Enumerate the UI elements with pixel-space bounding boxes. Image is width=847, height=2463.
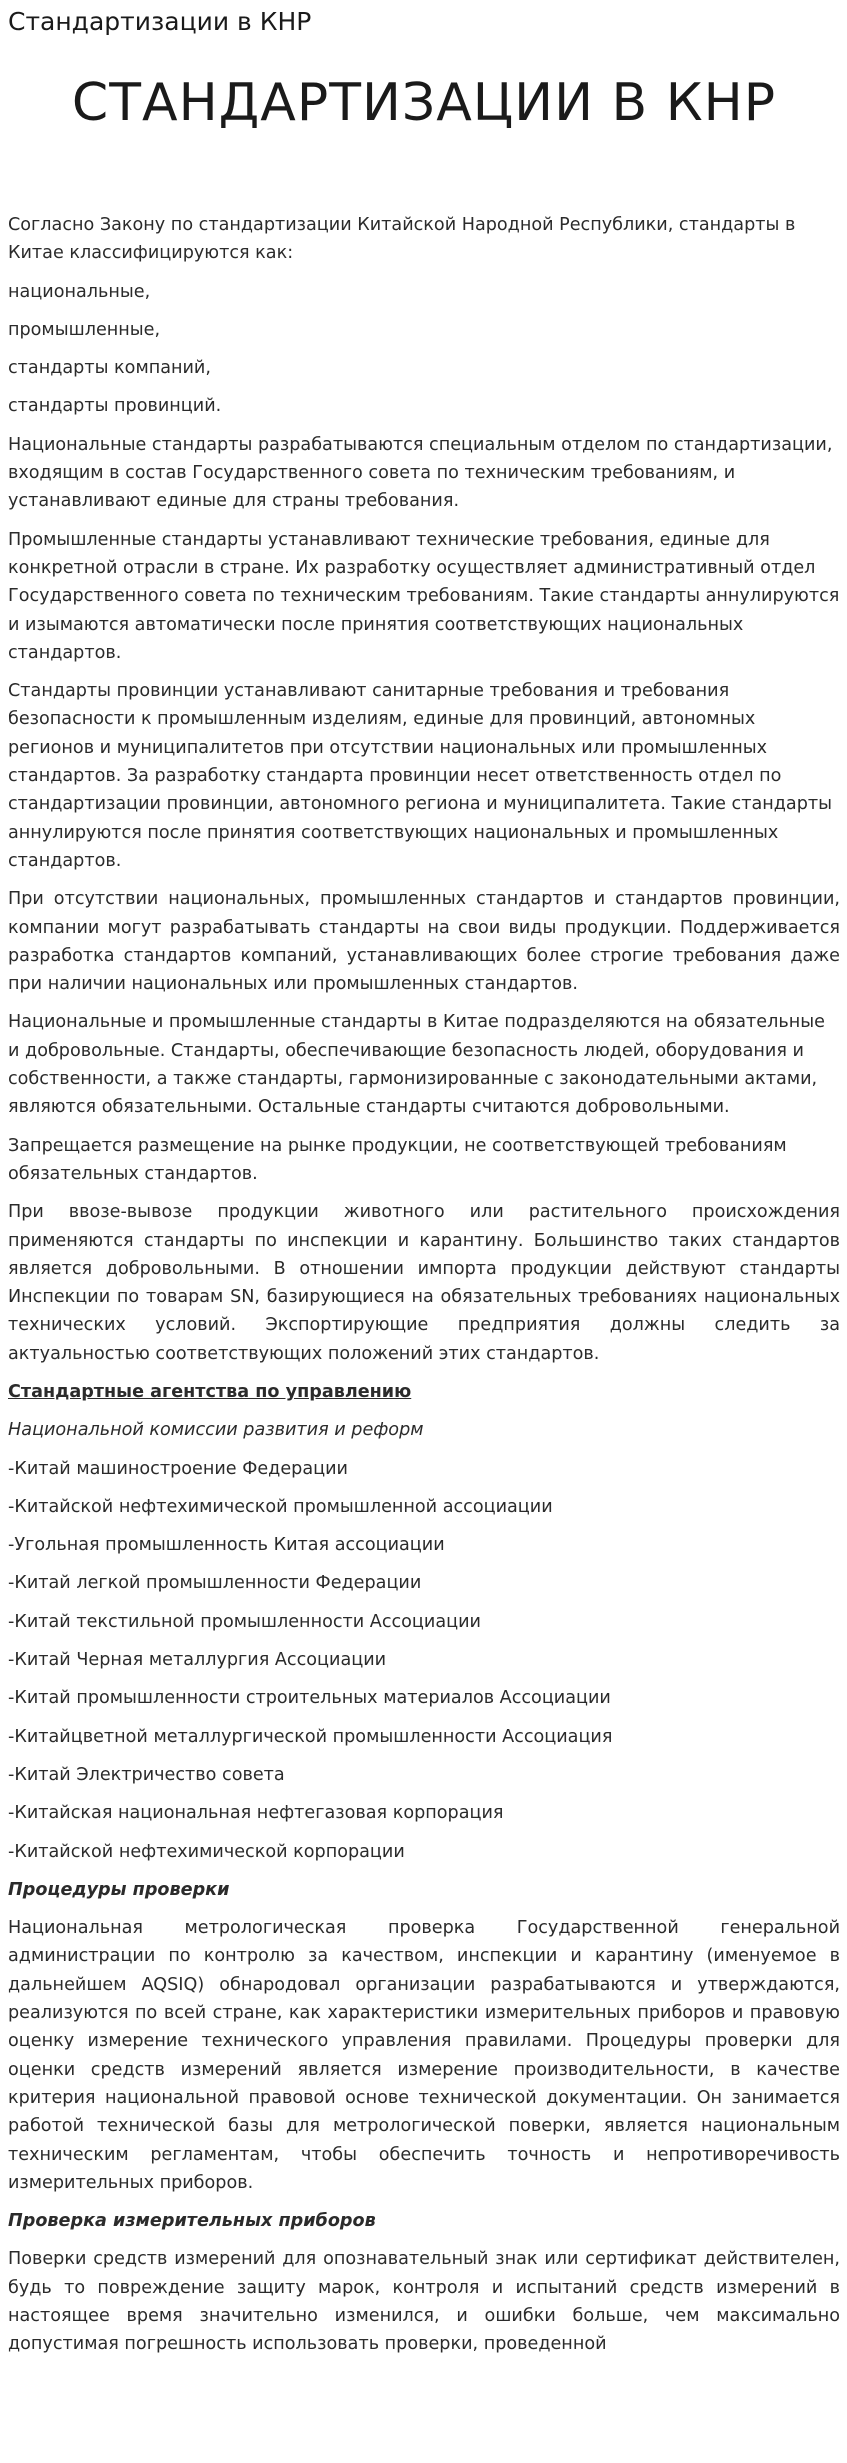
agency-item: -Китай машиностроение Федерации [8, 1458, 348, 1479]
agency-item: -Китайской нефтехимической промышленной ассоциации [8, 1496, 553, 1517]
agencies-subheading: Национальной комиссии развития и реформ [8, 1420, 424, 1441]
page-title: Стандартизации в КНР [8, 7, 312, 36]
paragraph-company: При отсутствии национальных, промышленных стандартов и стандартов провинции, компании могут разрабатывать стандарты на свои виды продукции. Поддерживается разработка стандартов компаний, устанавливающих более строгие требования даже при наличии национальных или промышленных стандартов. [8, 889, 840, 995]
paragraph-import: При ввозе-вывозе продукции животного или растительного происхождения применяются стандарты по инспекции и карантину. Большинство таких стандартов является добровольными. В отношении импорта продукции действуют стандарты Инспекции по товарам SN, базирующиеся на обязательных требованиях национальных технических условий. Экспортирующие предприятия должны следить за актуальностью соответствующих положений этих стандартов. [8, 1202, 840, 1364]
main-heading: СТАНДАРТИЗАЦИИ В КНР [71, 73, 777, 133]
agency-item: -Китай Электричество совета [8, 1764, 285, 1785]
intro-paragraph: Согласно Закону по стандартизации Китайской Народной Республики, стандарты в Китае классифицируются как: [8, 215, 796, 264]
standard-type-national: национальные, [8, 281, 151, 302]
paragraph-instruments: Поверки средств измерений для опознавательный знак или сертификат действителен, будь то повреждение защиту марок, контроля и испытаний средств измерений в настоящее время значительно изменился, и ошибки больше, чем максимально допустимая погрешность использовать проверки, проведенной [8, 2249, 840, 2355]
procedures-heading: Процедуры проверки [8, 1879, 230, 1900]
agency-item: -Китай промышленности строительных материалов Ассоциации [8, 1688, 611, 1709]
paragraph-mandatory: Национальные и промышленные стандарты в Китае подразделяются на обязательные и добровольные. Стандарты, обеспечивающие безопасность людей, оборудования и собственности, а также стандарты, гармонизированные с законодательными актами, являются обязательными. Остальные стандарты считаются добровольными. [8, 1012, 825, 1118]
paragraph-provincial: Стандарты провинции устанавливают санитарные требования и требования безопасности к промышленным изделиям, единые для провинций, автономных регионов и муниципалитетов при отсутствии национальных или промышленных стандартов. За разработку стандарта провинции несет ответственность отдел по стандартизации провинции, автономного региона и муниципалитета. Такие стандарты аннулируются после принятия соответствующих национальных и промышленных стандартов. [8, 681, 833, 871]
paragraph-prohibited: Запрещается размещение на рынке продукции, не соответствующей требованиям обязательных стандартов. [8, 1135, 787, 1184]
agency-item: -Китайской нефтехимической корпорации [8, 1841, 405, 1862]
paragraph-procedures: Национальная метрологическая проверка Государственной генеральной администрации по контролю за качеством, инспекции и карантину (именуемое в дальнейшем AQSIQ) обнародовал организации разрабатываются и утверждаются, реализуются по всей стране, как характеристики измерительных приборов и правовую оценку измерение технического управления правилами. Процедуры проверки для оценки средств измерений является измерение производительности, в качестве критерия национальной правовой основе технической документации. Он занимается работой технической базы для метрологической поверки, является национальным техническим регламентам, чтобы обеспечить точность и непротиворечивость измерительных приборов. [8, 1918, 840, 2193]
agency-item: -Китай легкой промышленности Федерации [8, 1573, 422, 1594]
agency-item: -Китайцветной металлургической промышленности Ассоциация [8, 1726, 613, 1747]
standard-type-provincial: стандарты провинций. [8, 396, 222, 417]
agency-item: -Китай текстильной промышленности Ассоциации [8, 1611, 481, 1632]
agency-item: -Угольная промышленность Китая ассоциации [8, 1535, 445, 1556]
agency-item: -Китайская национальная нефтегазовая корпорация [8, 1803, 504, 1824]
agency-item: -Китай Черная металлургия Ассоциации [8, 1650, 387, 1671]
paragraph-national: Национальные стандарты разрабатываются специальным отделом по стандартизации, входящим в состав Государственного совета по техническим требованиям, и устанавливают единые для страны требования. [8, 434, 833, 512]
paragraph-industrial: Промышленные стандарты устанавливают технические требования, единые для конкретной отрасли в стране. Их разработку осуществляет административный отдел Государственного совета по техническим требованиям. Такие стандарты аннулируются и изымаются автоматически после принятия соответствующих национальных стандартов. [8, 529, 840, 663]
standard-type-company: стандарты компаний, [8, 358, 211, 379]
standard-type-industrial: промышленные, [8, 319, 161, 340]
agencies-heading: Стандартные агентства по управлению [8, 1381, 412, 1402]
instruments-heading: Проверка измерительных приборов [8, 2211, 376, 2232]
document-page [8, 0, 840, 2369]
document-body [8, 211, 840, 2359]
